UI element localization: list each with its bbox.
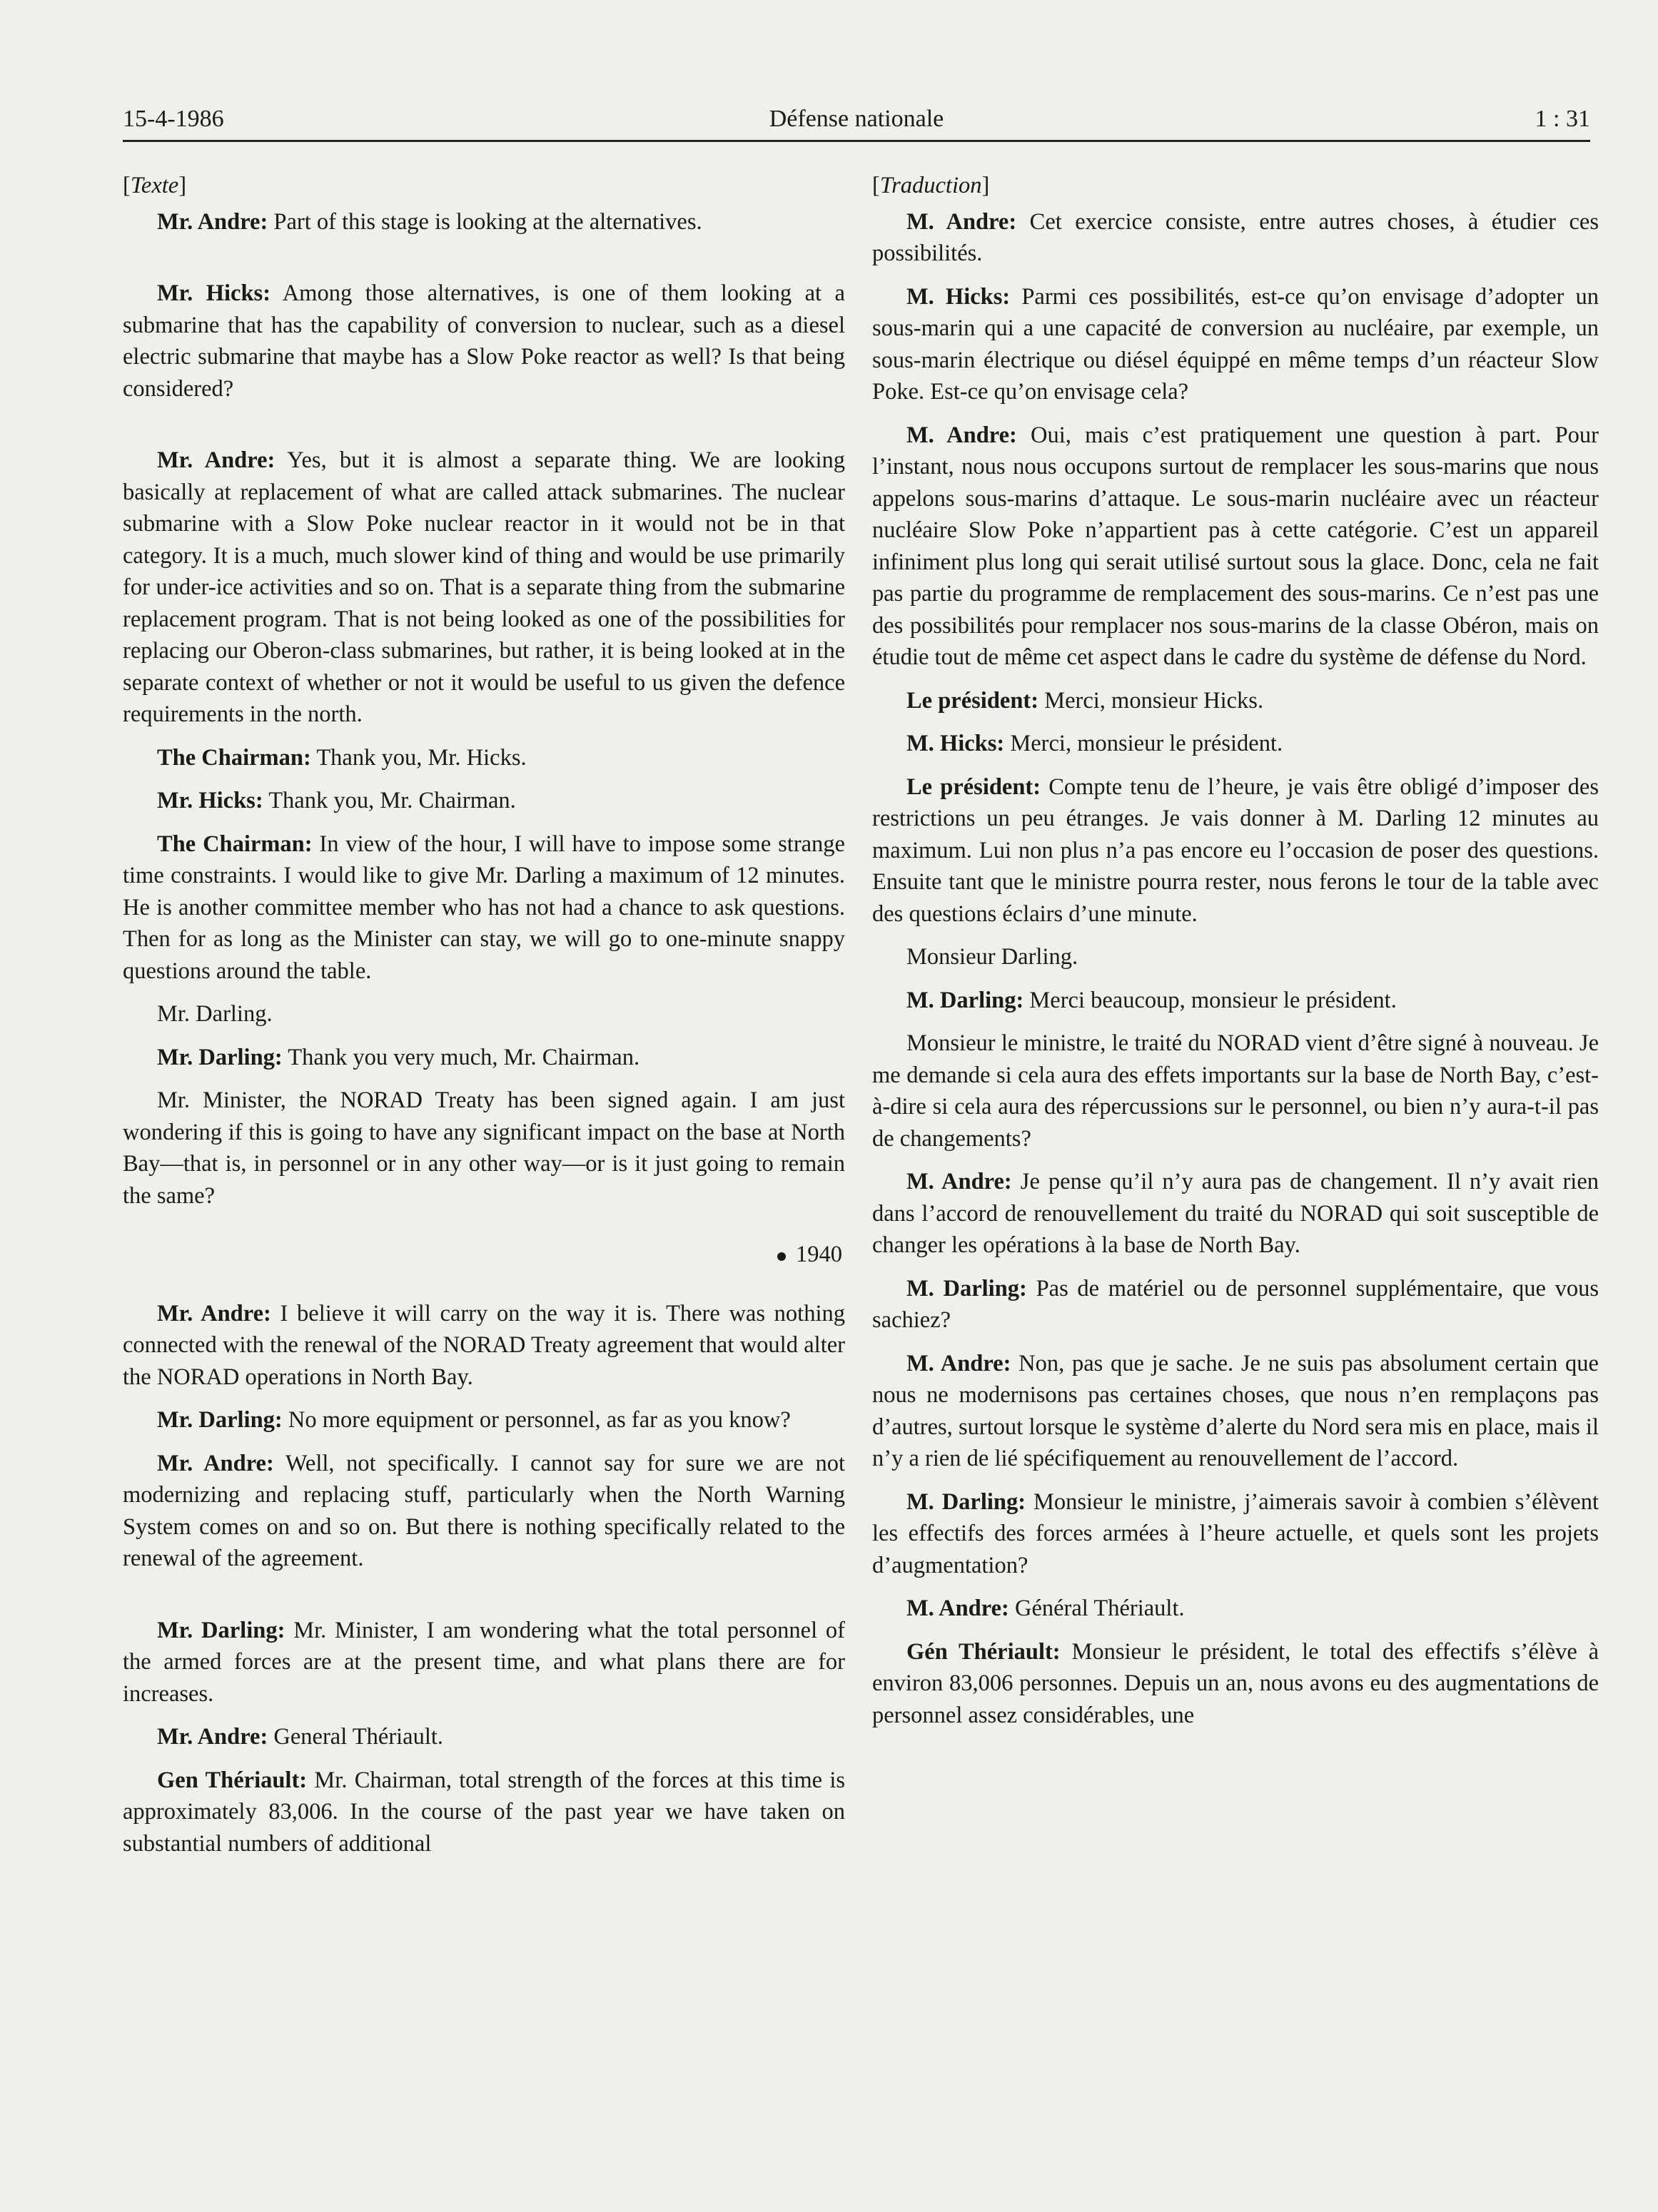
speaker-name: Le président: [906, 687, 1039, 714]
speech-paragraph [872, 1028, 1599, 1155]
speaker-name: M. Darling: [906, 1275, 1027, 1302]
speech-paragraph [123, 1298, 845, 1394]
speech-text: Thank you, Mr. Hicks. [310, 744, 527, 771]
speech-text: I believe it will carry on the way it is. There was nothing connected with the renewal of the NORAD Treaty agreement that would alter the NORAD operations in North Bay. [123, 1300, 845, 1390]
speech-paragraph [123, 998, 845, 1030]
french-column [872, 170, 1599, 1742]
speech-paragraph [123, 1085, 845, 1212]
speech-paragraph [123, 785, 845, 817]
speech-text: Mr. Minister, I am wondering what the total personnel of the armed forces are at the present time, and what plans there are for increases. [123, 1617, 845, 1707]
speech-paragraph [872, 1166, 1599, 1262]
speech-paragraph [872, 685, 1599, 717]
speaker-name: M. Andre: [906, 208, 1017, 235]
speech-paragraph [123, 828, 845, 988]
speech-paragraph [872, 771, 1599, 930]
speech-paragraph [872, 941, 1599, 973]
time-marker: 1940 [123, 1239, 842, 1271]
speaker-name: Gén Thériault: [906, 1638, 1061, 1665]
speaker-name: Mr. Darling: [157, 1044, 283, 1070]
speech-paragraph [872, 281, 1599, 408]
speaker-name: M. Andre: [906, 1350, 1011, 1376]
speech-paragraph [123, 1615, 845, 1710]
english-paragraphs-continued [123, 1298, 845, 1860]
speech-paragraph [872, 1593, 1599, 1625]
speech-text: No more equipment or personnel, as far as you know? [282, 1407, 791, 1433]
speech-paragraph [123, 742, 845, 774]
speech-text: Merci, monsieur le président. [1004, 731, 1283, 756]
speech-paragraph [123, 1721, 845, 1753]
english-paragraphs [123, 206, 845, 1212]
speech-paragraph [872, 728, 1599, 760]
english-column [123, 170, 845, 1871]
language-label: [Traduction] [872, 173, 990, 198]
header-page-number: 1 : 31 [1535, 106, 1590, 132]
speech-text: Oui, mais c’est pratiquement une question à part. Pour l’instant, nous nous occupons surtout de remplacer les sous-marins que nous appelons sous-marins d’attaque. Le sous-marin nucléaire avec un réacteur nucléaire Slow Poke n’appartient pas à cette catégorie. C’est un appareil infiniment plus long qui serait utilisé surtout sous la glace. Donc, cela ne fait pas partie du programme de remplacement des sous-marins. Ce n’est pas une des possibilités pour remplacer nos sous-marins de la classe Obéron, mais on étudie tout de même cet aspect dans le cadre du système de défense du Nord. [872, 422, 1599, 670]
speech-text: Parmi ces possibilités, est-ce qu’on envisage d’adopter un sous-marin qui a une capacité de conversion au nucléaire, par exemple, un sous-marin électrique ou diésel équippé en même temps d’un réacteur Slow Poke. Est-ce qu’on envisage cela? [872, 283, 1599, 405]
speaker-name: M. Andre: [906, 422, 1017, 448]
header-date: 15-4-1986 [123, 106, 224, 132]
speaker-name: Mr. Andre: [157, 1724, 268, 1750]
french-paragraphs [872, 206, 1599, 1732]
speech-text: Monsieur Darling. [906, 944, 1078, 970]
speech-paragraph [872, 1636, 1599, 1732]
speech-paragraph [123, 278, 845, 405]
speech-paragraph [872, 1348, 1599, 1475]
speaker-name: M. Darling: [906, 987, 1024, 1013]
speech-text: Well, not specifically. I cannot say for sure we are not modernizing and replacing stuff, particularly when the North Warning System comes on and so on. But there is nothing specifically related to the renewal of the agreement. [123, 1450, 845, 1571]
speaker-name: The Chairman: [157, 744, 311, 771]
speech-paragraph [123, 1404, 845, 1436]
speech-paragraph [872, 985, 1599, 1017]
speech-text: Among those alternatives, is one of them looking at a submarine that has the capability of conversion to nuclear, such as a diesel electric submarine that maybe has a Slow Poke reactor as well? Is that being considered? [123, 280, 845, 402]
speech-paragraph [123, 1042, 845, 1074]
speaker-name: M. Andre: [906, 1595, 1009, 1621]
speech-paragraph [872, 1486, 1599, 1582]
speech-paragraph [123, 1448, 845, 1575]
language-label: [Texte] [123, 173, 187, 198]
page-header [123, 100, 1590, 142]
speaker-name: Mr. Andre: [157, 1300, 271, 1326]
speech-text: Monsieur le président, le total des effectifs s’élève à environ 83,006 personnes. Depuis un an, nous avons eu des augmentations de personnel assez considérables, une [872, 1638, 1599, 1728]
speech-text: Cet exercice consiste, entre autres choses, à étudier ces possibilités. [872, 208, 1599, 266]
speaker-name: Gen Thériault: [157, 1767, 308, 1793]
speech-paragraph [123, 445, 845, 731]
speech-text: Je pense qu’il n’y aura pas de changement. Il n’y avait rien dans l’accord de renouvellement du traité du NORAD qui soit susceptible de changer les opérations à la base de North Bay. [872, 1169, 1599, 1258]
speaker-name: Mr. Andre: [157, 208, 268, 235]
speech-paragraph [872, 206, 1599, 270]
speaker-name: Mr. Darling: [157, 1407, 283, 1433]
speech-paragraph [872, 1273, 1599, 1336]
speaker-name: M. Andre: [906, 1169, 1012, 1194]
speech-text: Compte tenu de l’heure, je vais être obligé d’imposer des restrictions un peu étranges. Je vais donner à M. Darling 12 minutes au maximum. Lui non plus n’a pas encore eu l’occasion de poser des questions. Ensuite tant que le ministre pourra rester, nous ferons le tour de la table avec des questions éclairs d’une minute. [872, 773, 1599, 927]
speech-text: Merci beaucoup, monsieur le président. [1023, 987, 1397, 1013]
header-title: Défense nationale [769, 106, 944, 132]
speech-text: Monsieur le ministre, j’aimerais savoir à combien s’élèvent les effectifs des forces armées à l’heure actuelle, et quels sont les projets d’augmentation? [872, 1488, 1599, 1578]
speaker-name: The Chairman: [157, 831, 313, 857]
speech-text: Merci, monsieur Hicks. [1038, 687, 1264, 714]
speech-text: Yes, but it is almost a separate thing. We are looking basically at replacement of what are called attack submarines. The nuclear submarine with a Slow Poke nuclear reactor in it would not be in that category. It is a much, much slower kind of thing and would be use primarily for under-ice activities and so on. That is a separate thing from the submarine replacement program. That is not being looked as one of the possibilities for replacing our Oberon-class submarines, but rather, it is being looked at in the separate context of whether or not it would be useful to us given the defence requirements in the north. [123, 447, 845, 727]
speech-text: Non, pas que je sache. Je ne suis pas absolument certain que nous ne modernisons pas certaines choses, que nous n’en remplaçons pas d’autres, surtout lorsque le système d’alerte du Nord sera mis en place, mais il n’y a rien de lié spécifiquement au renouvellement de l’accord. [872, 1350, 1599, 1471]
speaker-name: Mr. Darling: [157, 1617, 285, 1643]
speech-text: Mr. Darling. [157, 1001, 273, 1027]
speech-text: Général Thériault. [1009, 1595, 1185, 1621]
speech-text: Thank you very much, Mr. Chairman. [282, 1044, 640, 1070]
speech-text: Pas de matériel ou de personnel supplémentaire, que vous sachiez? [872, 1275, 1599, 1333]
speaker-name: Mr. Andre: [157, 447, 276, 473]
speech-text: Thank you, Mr. Chairman. [263, 788, 516, 813]
speaker-name: Mr. Hicks: [157, 280, 271, 306]
bullet-icon [777, 1252, 786, 1261]
speaker-name: M. Hicks: [906, 283, 1011, 310]
speaker-name: Mr. Hicks: [157, 788, 263, 813]
speech-text: Part of this stage is looking at the alternatives. [268, 208, 702, 235]
speech-text: In view of the hour, I will have to impose some strange time constraints. I would like to give Mr. Darling a maximum of 12 minutes. He is another committee member who has not had a chance to ask questions. Then for as long as the Minister can stay, we will go to one-minute snappy questions around the table. [123, 831, 845, 984]
speaker-name: M. Hicks: [906, 731, 1005, 756]
speech-paragraph [872, 420, 1599, 674]
speaker-name: Le président: [906, 773, 1041, 800]
speech-paragraph [123, 206, 845, 238]
speech-paragraph [123, 1765, 845, 1860]
speech-text: General Thériault. [268, 1724, 444, 1750]
speaker-name: Mr. Andre: [157, 1450, 274, 1476]
speech-text: Mr. Chairman, total strength of the forces at this time is approximately 83,006. In the course of the past year we have taken on substantial numbers of additional [123, 1767, 846, 1857]
speech-text: Mr. Minister, the NORAD Treaty has been signed again. I am just wondering if this is going to have any significant impact on the base at North Bay—that is, in personnel or in any other way—or is it just going to remain the same? [123, 1087, 845, 1209]
speaker-name: M. Darling: [906, 1488, 1026, 1515]
speech-text: Monsieur le ministre, le traité du NORAD vient d’être signé à nouveau. Je me demande si cela aura des effets importants sur la base de North Bay, c’est-à-dire si cela aura des répercussions sur le personnel, ou bien n’y aura-t-il pas de changements? [872, 1030, 1599, 1152]
